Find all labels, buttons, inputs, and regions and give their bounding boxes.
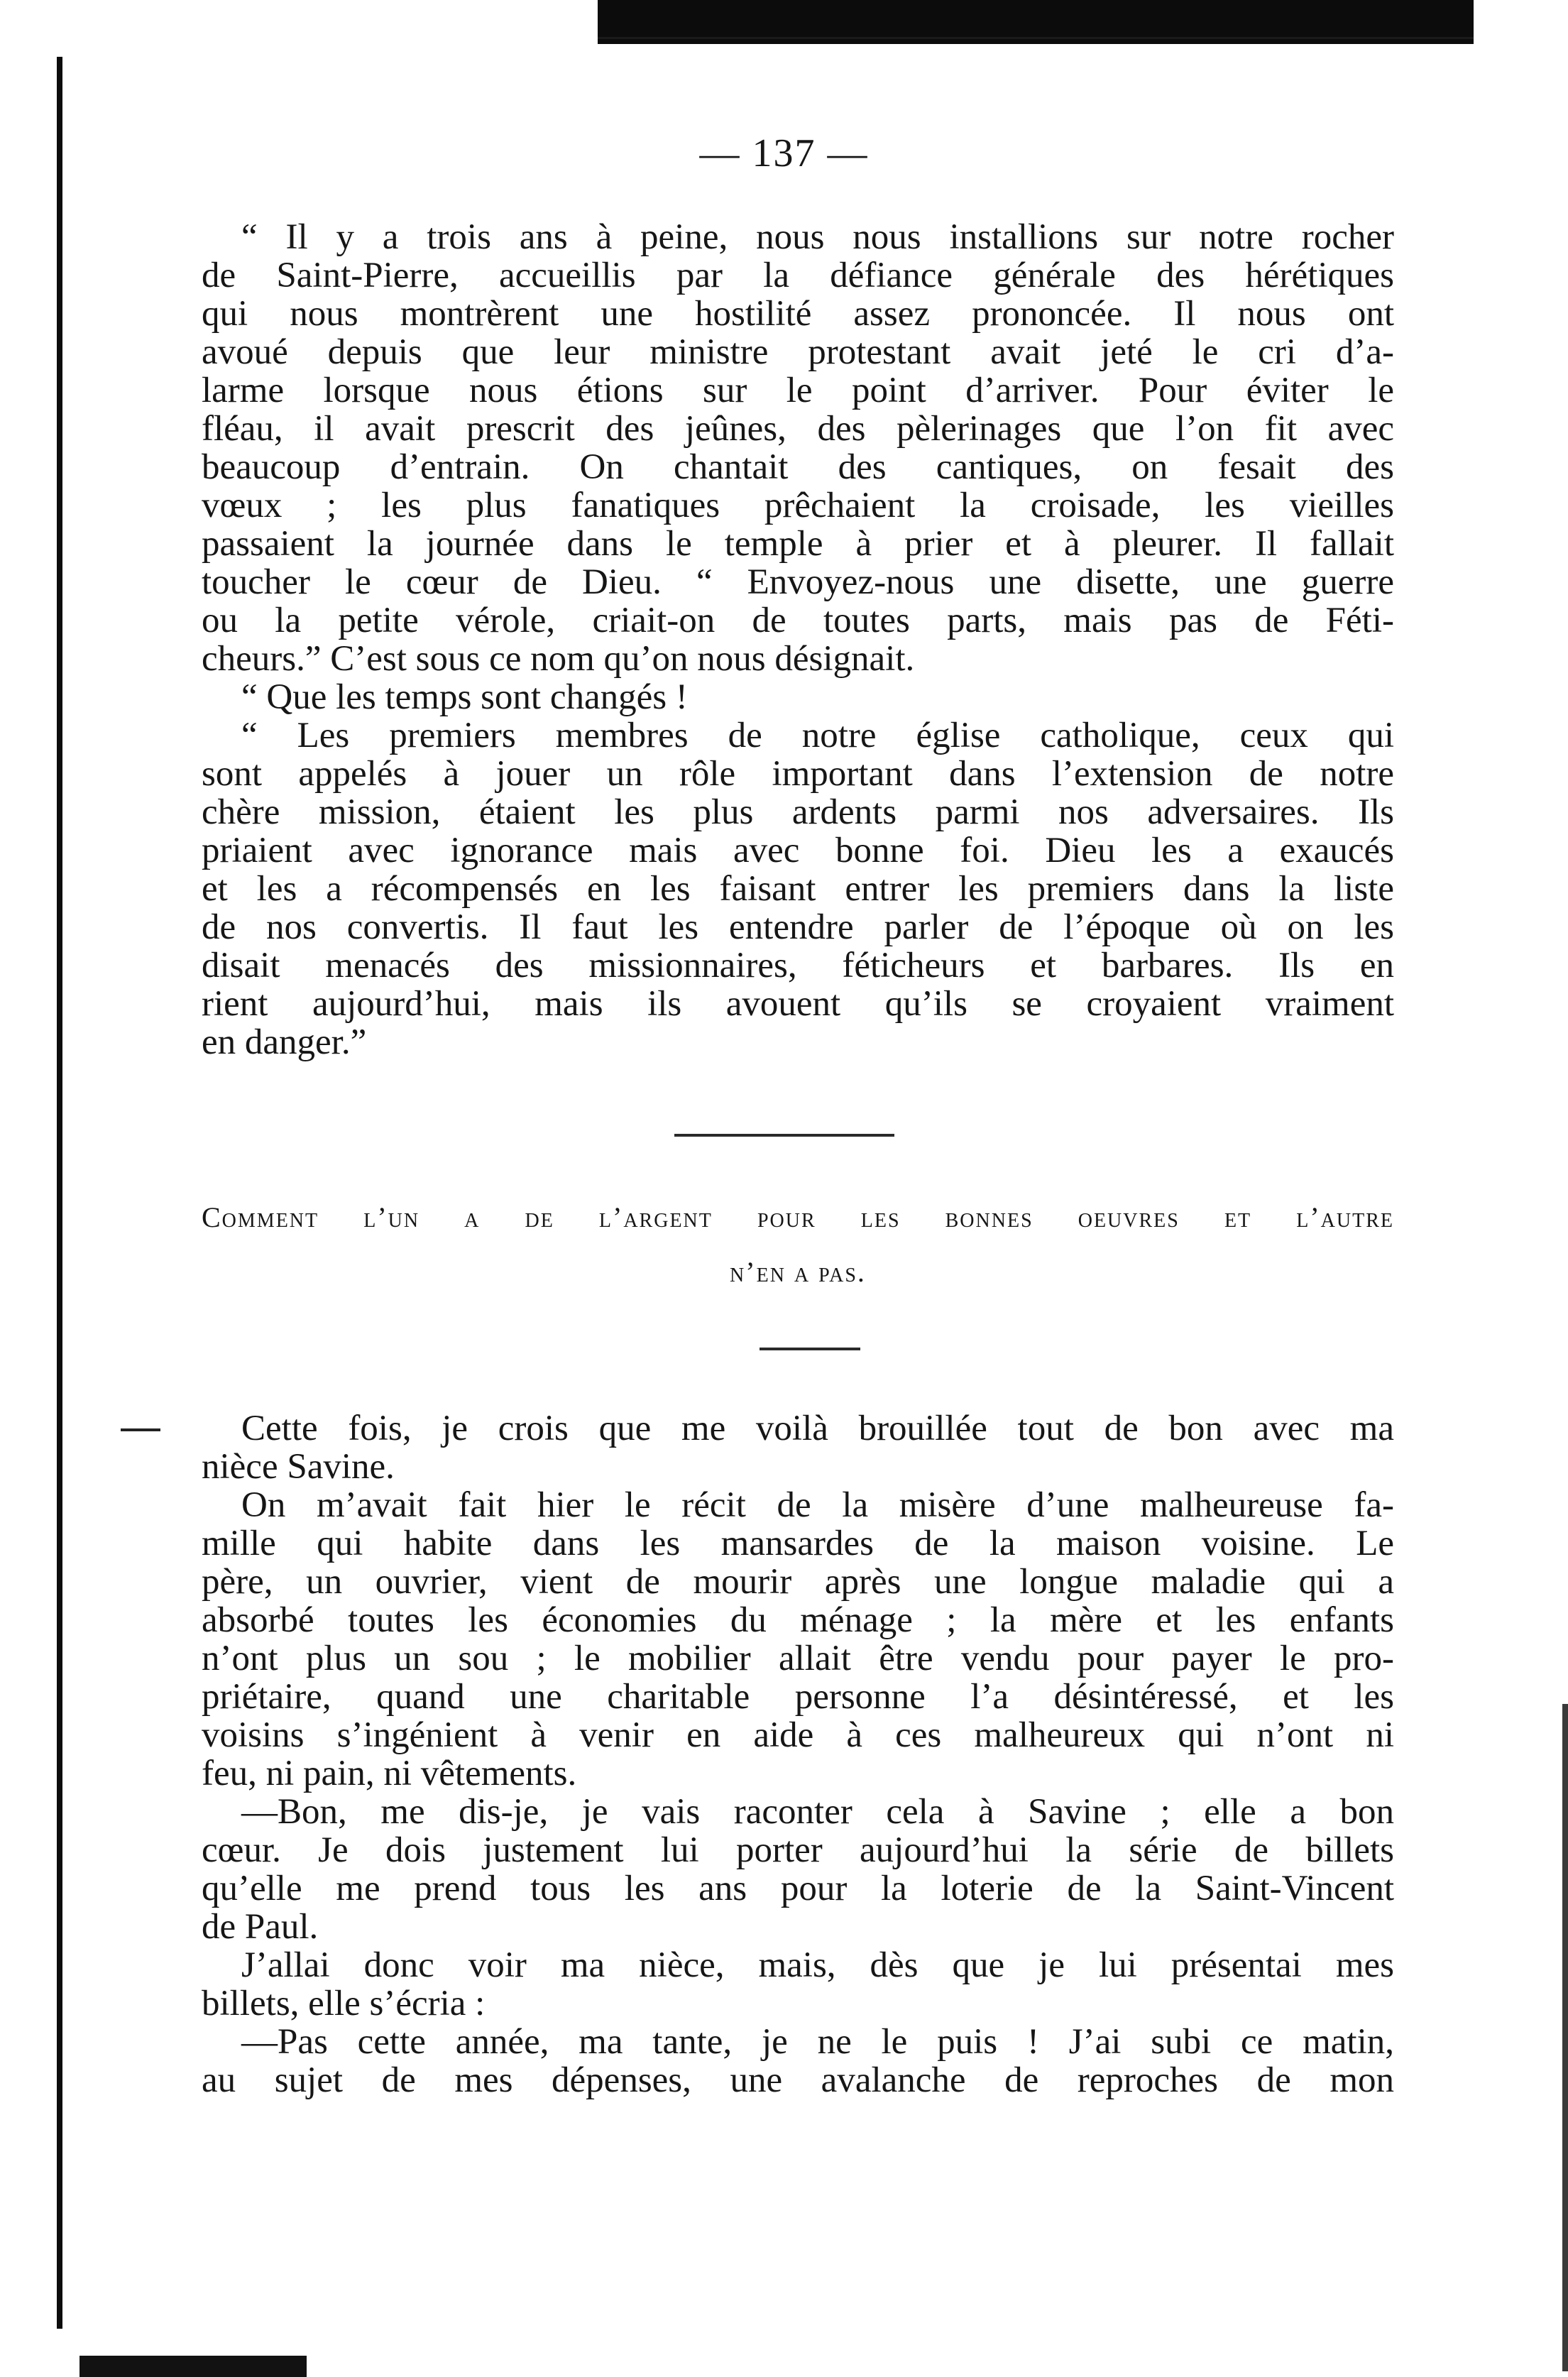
- scan-border-bottom: [80, 2356, 307, 2377]
- text-line: au sujet de mes dépenses, une avalanche de reproches de mon: [202, 2060, 1394, 2100]
- text-line: qui nous montrèrent une hostilité assez prononcée. Il nous ont: [202, 294, 1394, 334]
- text-line: qu’elle me prend tous les ans pour la loterie de la Saint-Vincent: [202, 1869, 1394, 1908]
- scan-border-top-line: [598, 37, 1474, 39]
- text-line: —Bon, me dis-je, je vais raconter cela à Savine ; elle a bon: [241, 1792, 1394, 1832]
- text-line: cheurs.” C’est sous ce nom qu’on nous désignait.: [202, 639, 915, 679]
- text-line: de Paul.: [202, 1907, 319, 1947]
- text-line: chère mission, étaient les plus ardents parmi nos adversaires. Ils: [202, 792, 1394, 832]
- text-line: priétaire, quand une charitable personne l’a désintéressé, et les: [202, 1677, 1394, 1717]
- paragraph-block-story: [202, 1409, 1394, 2099]
- text-line: “ Il y a trois ans à peine, nous nous installions sur notre rocher: [241, 217, 1394, 257]
- separator-rule-bottom: [760, 1348, 860, 1350]
- text-line: beaucoup d’entrain. On chantait des cantiques, on fesait des: [202, 447, 1394, 487]
- page-number: — 137 —: [699, 131, 869, 175]
- paragraph-block-letter: [202, 218, 1394, 1061]
- text-line: Cette fois, je crois que me voilà brouillée tout de bon avec ma: [241, 1409, 1394, 1448]
- scan-border-right: [1562, 1704, 1568, 2371]
- text-line: “ Que les temps sont changés !: [241, 677, 688, 717]
- text-line: en danger.”: [202, 1022, 367, 1062]
- text-line: et les a récompensés en les faisant entrer les premiers dans la liste: [202, 869, 1394, 909]
- text-line: passaient la journée dans le temple à prier et à pleurer. Il fallait: [202, 524, 1394, 564]
- text-line: vœux ; les plus fanatiques prêchaient la croisade, les vieilles: [202, 486, 1394, 525]
- text-line: père, un ouvrier, vient de mourir après une longue maladie qui a: [202, 1562, 1394, 1602]
- section-heading: Comment l’un a de l’argent pour les bonnes oeuvres et l’autre: [202, 1201, 1394, 1233]
- text-line: de nos convertis. Il faut les entendre parler de l’époque où on les: [202, 907, 1394, 947]
- separator-rule-top: [674, 1134, 894, 1137]
- text-line: larme lorsque nous étions sur le point d’arriver. Pour éviter le: [202, 371, 1394, 410]
- text-line: feu, ni pain, ni vêtements.: [202, 1754, 577, 1793]
- margin-mark: [121, 1428, 160, 1431]
- text-line: voisins s’ingénient à venir en aide à ces malheureux qui n’ont ni: [202, 1715, 1394, 1755]
- text-line: avoué depuis que leur ministre protestant avait jeté le cri d’a-: [202, 332, 1394, 372]
- scan-border-left: [57, 57, 62, 2329]
- text-line: priaient avec ignorance mais avec bonne foi. Dieu les a exaucés: [202, 831, 1394, 870]
- text-line: toucher le cœur de Dieu. “ Envoyez-nous une disette, une guerre: [202, 562, 1394, 602]
- text-line: “ Les premiers membres de notre église catholique, ceux qui: [241, 716, 1394, 755]
- text-line: —Pas cette année, ma tante, je ne le puis ! J’ai subi ce matin,: [241, 2022, 1394, 2062]
- text-line: de Saint-Pierre, accueillis par la défiance générale des hérétiques: [202, 256, 1394, 295]
- text-line: absorbé toutes les économies du ménage ; la mère et les enfants: [202, 1600, 1394, 1640]
- text-line: fléau, il avait prescrit des jeûnes, des pèlerinages que l’on fit avec: [202, 409, 1394, 449]
- section-heading-continued: n’en a pas.: [730, 1256, 866, 1288]
- text-line: n’ont plus un sou ; le mobilier allait être vendu pour payer le pro-: [202, 1639, 1394, 1678]
- text-line: billets, elle s’écria :: [202, 1984, 486, 2023]
- text-line: sont appelés à jouer un rôle important dans l’extension de notre: [202, 754, 1394, 794]
- text-line: ou la petite vérole, criait-on de toutes parts, mais pas de Féti-: [202, 601, 1394, 640]
- text-line: nièce Savine.: [202, 1447, 395, 1487]
- text-line: rient aujourd’hui, mais ils avouent qu’ils se croyaient vraiment: [202, 984, 1394, 1024]
- text-line: J’allai donc voir ma nièce, mais, dès que je lui présentai mes: [241, 1945, 1394, 1985]
- text-line: mille qui habite dans les mansardes de la maison voisine. Le: [202, 1524, 1394, 1563]
- text-line: cœur. Je dois justement lui porter aujourd’hui la série de billets: [202, 1830, 1394, 1870]
- text-line: disait menacés des missionnaires, féticheurs et barbares. Ils en: [202, 946, 1394, 985]
- text-line: On m’avait fait hier le récit de la misère d’une malheureuse fa-: [241, 1485, 1394, 1525]
